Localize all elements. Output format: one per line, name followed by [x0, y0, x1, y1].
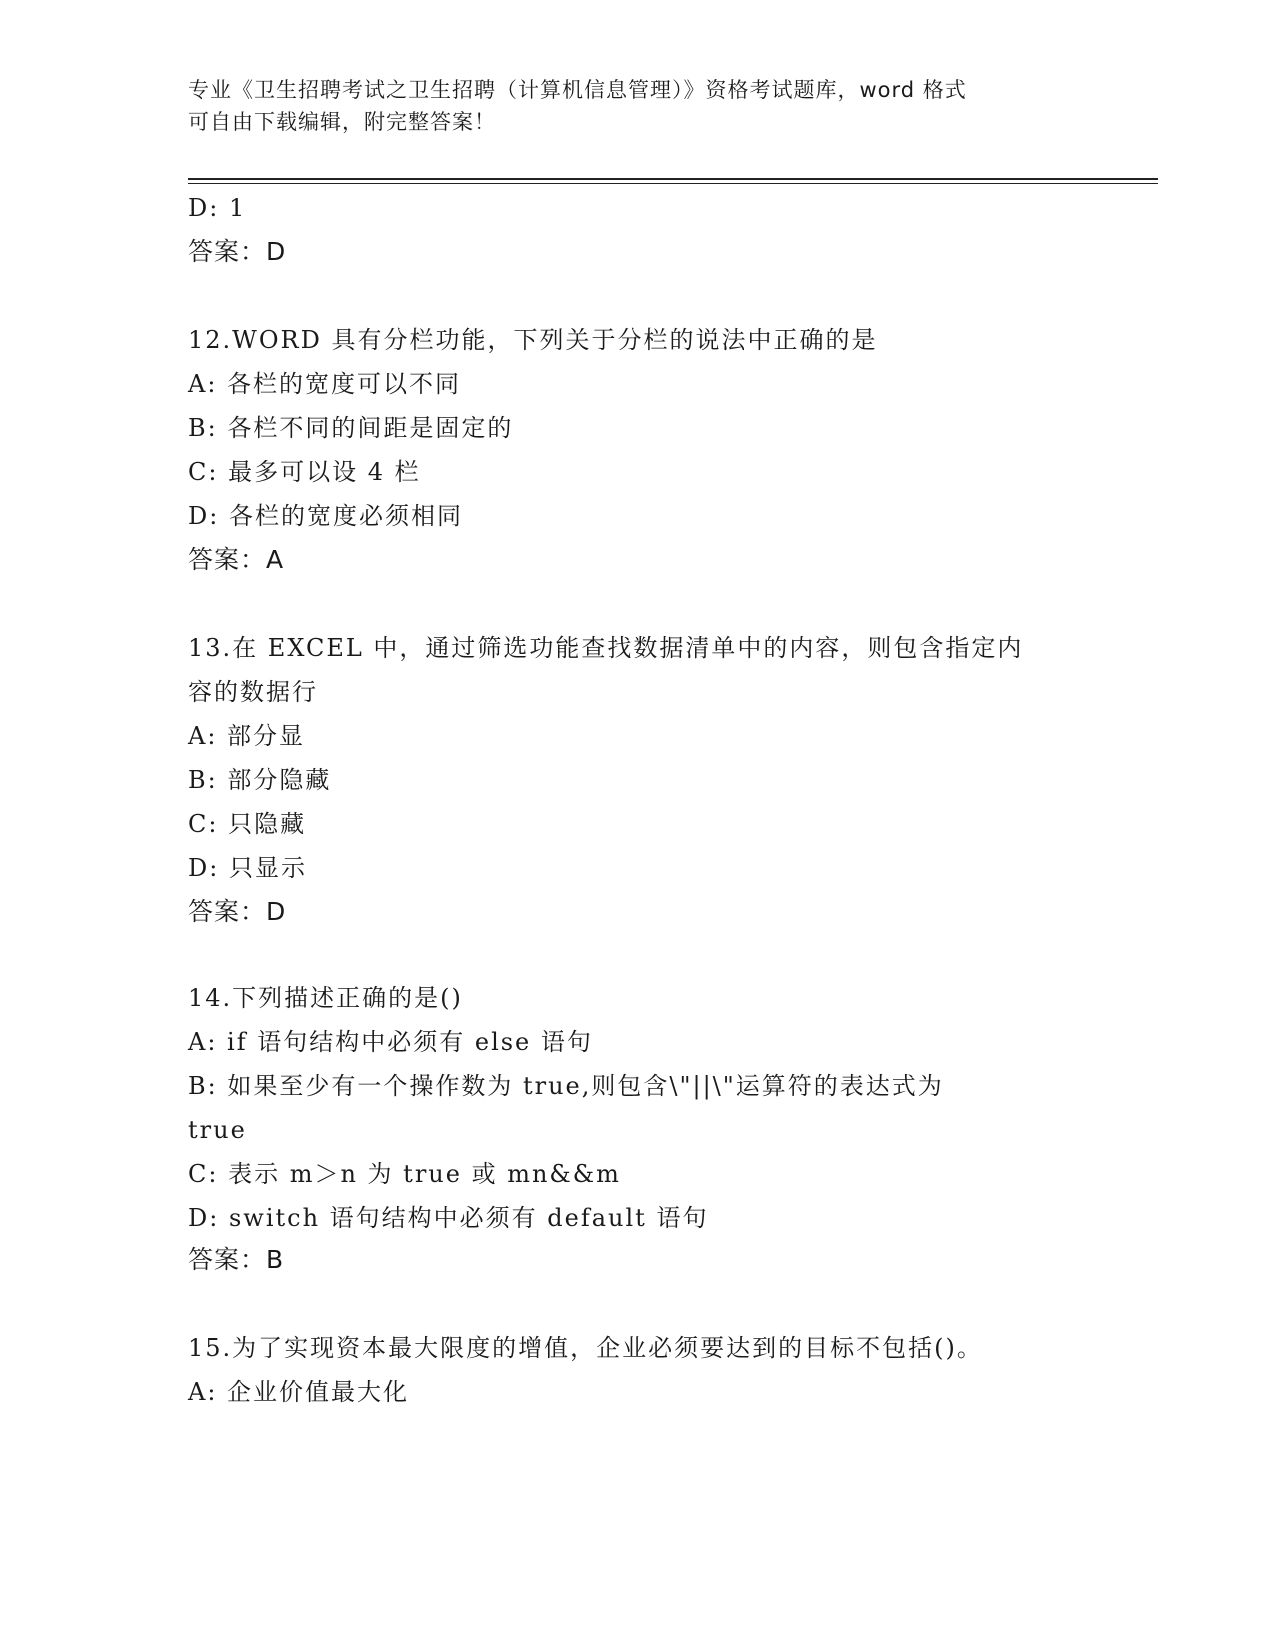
q13-question-line-1: 13.在 EXCEL 中，通过筛选功能查找数据清单中的内容，则包含指定内	[188, 634, 1024, 662]
q14-answer: 答案：B	[188, 1245, 285, 1274]
header-divider-thick	[188, 178, 1158, 180]
header-line-2: 可自由下载编辑，附完整答案！	[188, 110, 496, 134]
q13-answer: 答案：D	[188, 897, 287, 926]
q12-question: 12.WORD 具有分栏功能，下列关于分栏的说法中正确的是	[188, 326, 878, 354]
prev-option-d: D: 1	[188, 194, 247, 222]
q14-option-a: A: if 语句结构中必须有 else 语句	[188, 1028, 593, 1056]
q14-option-b-line-1: B: 如果至少有一个操作数为 true,则包含\"||\"运算符的表达式为	[188, 1072, 944, 1100]
q14-question: 14.下列描述正确的是()	[188, 984, 463, 1012]
q14-option-b-line-2: true	[188, 1116, 247, 1144]
q13-option-d: D: 只显示	[188, 854, 307, 882]
q14-option-d: D: switch 语句结构中必须有 default 语句	[188, 1204, 709, 1232]
q14-option-c: C: 表示 m＞n 为 true 或 mn&&m	[188, 1160, 621, 1188]
q15-question: 15.为了实现资本最大限度的增值，企业必须要达到的目标不包括()。	[188, 1334, 983, 1362]
header-line-1: 专业《卫生招聘考试之卫生招聘（计算机信息管理）》资格考试题库，word 格式	[188, 78, 967, 102]
q13-option-b: B: 部分隐藏	[188, 766, 332, 794]
q12-option-d: D: 各栏的宽度必须相同	[188, 502, 463, 530]
q13-question-line-2: 容的数据行	[188, 678, 318, 706]
q13-option-c: C: 只隐藏	[188, 810, 307, 838]
prev-answer: 答案：D	[188, 237, 287, 266]
q12-option-b: B: 各栏不同的间距是固定的	[188, 414, 514, 442]
header-divider-thin	[188, 183, 1158, 184]
q15-option-a: A: 企业价值最大化	[188, 1378, 410, 1406]
q12-option-a: A: 各栏的宽度可以不同	[188, 370, 462, 398]
q12-option-c: C: 最多可以设 4 栏	[188, 458, 421, 486]
q13-option-a: A: 部分显	[188, 722, 306, 750]
q12-answer: 答案：A	[188, 545, 285, 574]
document-header	[188, 74, 1088, 138]
